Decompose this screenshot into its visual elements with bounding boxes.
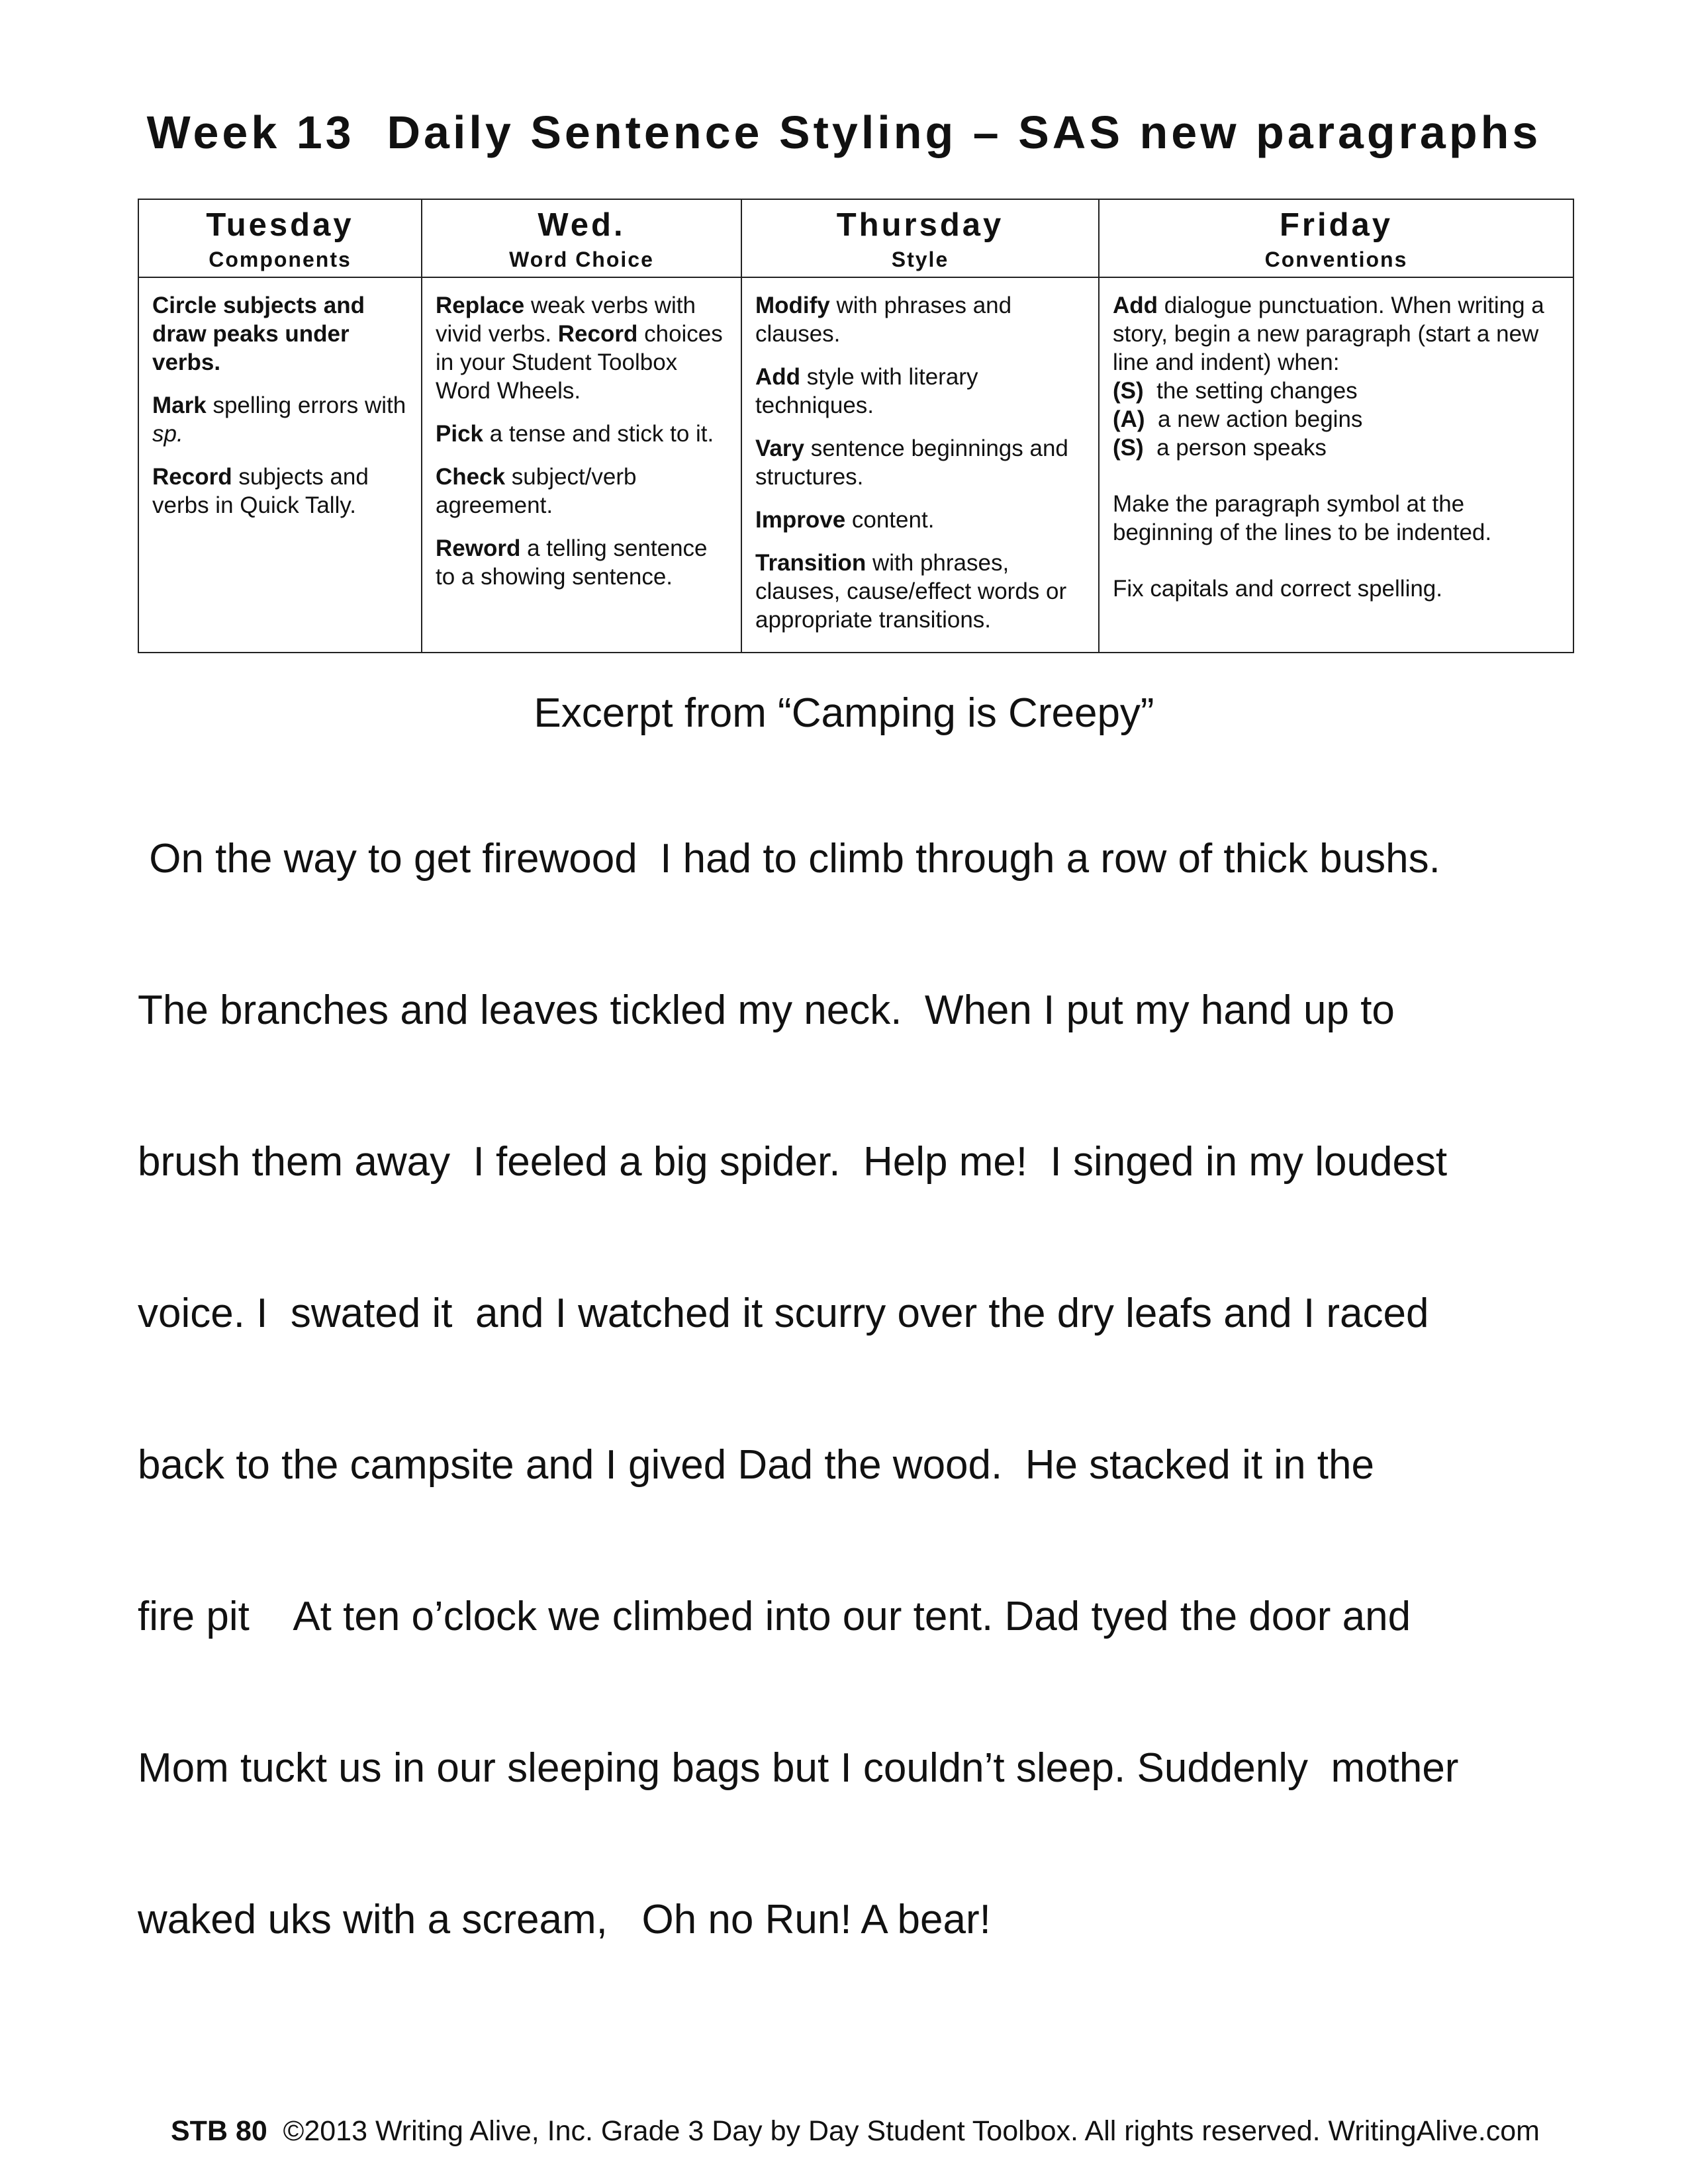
- task-text: style with literary techniques.: [755, 364, 978, 418]
- thursday-tasks: [741, 277, 1099, 653]
- task-verb: Improve: [755, 507, 846, 533]
- tuesday-tasks: [138, 277, 422, 653]
- rule-text: a person speaks: [1143, 435, 1327, 461]
- task-entry: [152, 291, 408, 377]
- paragraph-rule: [1113, 377, 1560, 405]
- task-verb: Mark: [152, 392, 207, 418]
- task-note: Make the paragraph symbol at the beginning of the lines to be indented.: [1113, 491, 1492, 545]
- task-entry: [1113, 291, 1560, 377]
- task-entry: [436, 534, 727, 591]
- task-text: subject/verb agreement.: [436, 464, 637, 518]
- task-verb: Record: [152, 464, 232, 490]
- task-text: with phrases and clauses.: [755, 293, 1012, 347]
- rule-text: the setting changes: [1143, 378, 1358, 404]
- day-label: Tuesday: [206, 207, 354, 243]
- task-verb: Reword: [436, 535, 521, 561]
- passage-line: voice. I swated it and I watched it scurry over the dry leafs and I raced: [138, 1291, 1429, 1336]
- task-entry: [755, 506, 1085, 534]
- passage-line: On the way to get firewood I had to climb through a row of thick bushs.: [138, 836, 1440, 882]
- task-entry: [755, 363, 1085, 420]
- header-thursday: [741, 199, 1099, 277]
- task-verb: Replace: [436, 293, 525, 318]
- task-text: with phrases, clauses, cause/effect words or appropriate transitions.: [755, 550, 1067, 633]
- task-text: subjects and verbs in Quick Tally.: [152, 464, 369, 518]
- task-verb: Record: [557, 321, 638, 347]
- rule-key: (S): [1113, 435, 1144, 461]
- paragraph-rule: [1113, 405, 1560, 433]
- task-italic: sp.: [152, 421, 183, 447]
- rule-key: (A): [1113, 406, 1145, 432]
- task-verb: Transition: [755, 550, 867, 576]
- day-label: Friday: [1279, 207, 1393, 243]
- task-entry: [152, 391, 408, 448]
- task-text: a telling sentence to a showing sentence.: [436, 535, 708, 590]
- passage: [138, 835, 1594, 2048]
- passage-line: back to the campsite and I gived Dad the wood. He stacked it in the: [138, 1442, 1374, 1488]
- task-note: Fix capitals and correct spelling.: [1113, 576, 1442, 602]
- task-verb: Add: [755, 364, 801, 390]
- task-verb: Vary: [755, 435, 804, 461]
- passage-line: fire pit At ten o’clock we climbed into our tent. Dad tyed the door and: [138, 1594, 1411, 1639]
- header-wednesday: [422, 199, 741, 277]
- task-entry: [436, 291, 727, 405]
- friday-tasks: [1099, 277, 1573, 653]
- task-text: dialogue punctuation. When writing a story, begin a new paragraph (start a new line and indent) when:: [1113, 293, 1544, 375]
- task-entry: [755, 291, 1085, 348]
- page-code: STB 80: [171, 2115, 267, 2147]
- header-tuesday: [138, 199, 422, 277]
- task-entry: [436, 420, 727, 448]
- wednesday-tasks: [422, 277, 741, 653]
- focus-label: Conventions: [1264, 248, 1408, 271]
- rule-text: a new action begins: [1145, 406, 1363, 432]
- task-text: sentence beginnings and structures.: [755, 435, 1068, 490]
- passage-line: waked uks with a scream, Oh no Run! A bear!: [138, 1897, 991, 1942]
- passage-line: Mom tuckt us in our sleeping bags but I couldn’t sleep. Suddenly mother: [138, 1745, 1459, 1791]
- focus-label: Word Choice: [509, 248, 654, 271]
- passage-line: The branches and leaves tickled my neck. When I put my hand up to: [138, 987, 1395, 1033]
- page-footer: [171, 2115, 1540, 2148]
- task-entry: [152, 463, 408, 520]
- excerpt-title: Excerpt from “Camping is Creepy”: [534, 690, 1154, 736]
- task-text: a tense and stick to it.: [483, 421, 714, 447]
- task-verb: Circle subjects and draw peaks under verbs.: [152, 293, 365, 375]
- task-entry: [755, 434, 1085, 491]
- task-text: choices in your Student Toolbox Word Wheels.: [436, 321, 723, 404]
- task-entry: [755, 549, 1085, 634]
- task-verb: Pick: [436, 421, 483, 447]
- page-title: Week 13 Daily Sentence Styling – SAS new paragraphs: [146, 107, 1542, 158]
- task-verb: Modify: [755, 293, 830, 318]
- copyright-text: ©2013 Writing Alive, Inc. Grade 3 Day by Day Student Toolbox. All rights reserved. WritingAlive.com: [267, 2115, 1540, 2147]
- task-verb: Check: [436, 464, 506, 490]
- paragraph-rule: [1113, 433, 1560, 462]
- rule-key: (S): [1113, 378, 1144, 404]
- task-text: weak verbs with vivid verbs.: [436, 293, 696, 347]
- focus-label: Style: [891, 248, 949, 271]
- task-verb: Add: [1113, 293, 1158, 318]
- passage-line: brush them away I feeled a big spider. Help me! I singed in my loudest: [138, 1139, 1448, 1185]
- weekly-task-table: [138, 199, 1574, 653]
- header-friday: [1099, 199, 1573, 277]
- task-text: spelling errors with: [206, 392, 406, 418]
- day-label: Thursday: [836, 207, 1004, 243]
- task-text: content.: [845, 507, 935, 533]
- focus-label: Components: [209, 248, 352, 271]
- task-entry: [436, 463, 727, 520]
- day-label: Wed.: [538, 207, 626, 243]
